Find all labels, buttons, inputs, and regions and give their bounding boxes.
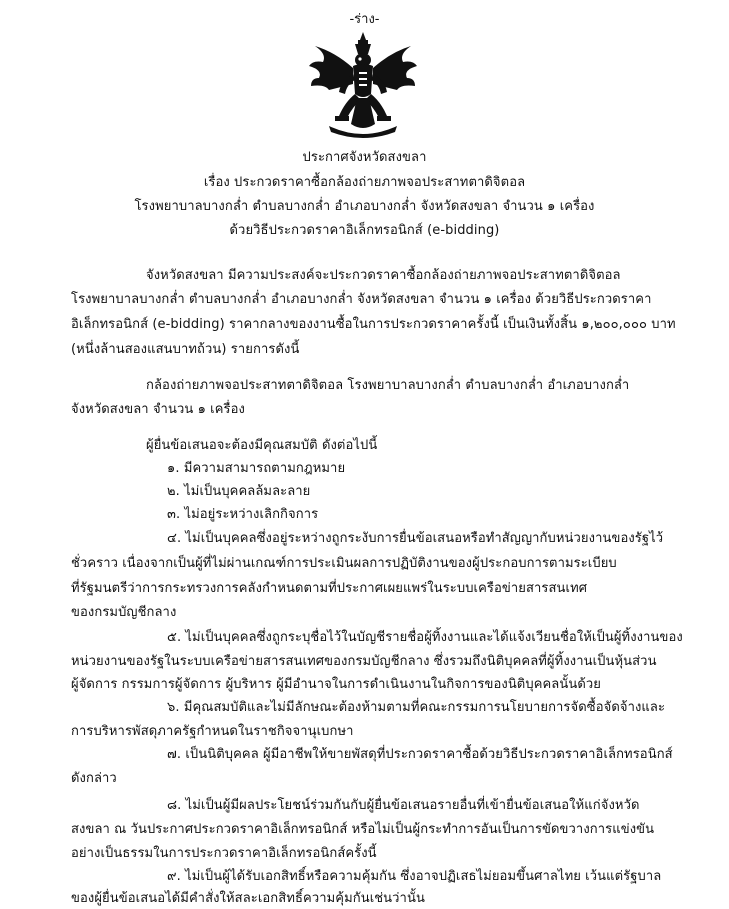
qualification-7: ๗. เป็นนิติบุคคล ผู้มีอาชีพให้ขายพัสดุที่ประกวดราคาซื้อด้วยวิธีประกวดราคาอิเล็กทรอนิกส์ — [167, 747, 673, 762]
garuda-emblem-icon — [309, 32, 417, 138]
qualification-8: ๘. ไม่เป็นผู้มีผลประโยชน์ร่วมกันกับผู้ยื่นข้อเสนอรายอื่นที่เข้ายื่นข้อเสนอให้แก่จังหวัด — [167, 798, 640, 813]
qualification-5: หน่วยงานของรัฐในระบบเครือข่ายสารสนเทศของกรมบัญชีกลาง ซึ่งรวมถึงนิติบุคคลที่ผู้ทิ้งงานเป็นหุ้นส่วน — [71, 654, 657, 669]
qualification-5: ผู้จัดการ กรรมการผู้จัดการ ผู้บริหาร ผู้มีอำนาจในการดำเนินงานในกิจการของนิติบุคคลนั้นด้วย — [71, 677, 601, 692]
intro-line: อิเล็กทรอนิกส์ (e-bidding) ราคากลางของงานซื้อในการประกวดราคาครั้งนี้ เป็นเงินทั้งสิ้น ๑,๒๐๐,๐๐๐ บาท — [71, 317, 676, 332]
qualification-6: การบริหารพัสดุภาครัฐกำหนดในราชกิจจานุเบกษา — [71, 724, 354, 739]
draft-mark: -ร่าง- — [349, 12, 380, 27]
qualification-3: ๓. ไม่อยู่ระหว่างเลิกกิจการ — [167, 507, 319, 522]
qualification-8: อย่างเป็นธรรมในการประกวดราคาอิเล็กทรอนิกส์ครั้งนี้ — [71, 846, 377, 861]
header-method: ด้วยวิธีประกวดราคาอิเล็กทรอนิกส์ (e-bidding) — [229, 223, 500, 238]
qualification-8: สงขลา ณ วันประกาศประกวดราคาอิเล็กทรอนิกส์ หรือไม่เป็นผู้กระทำการอันเป็นการขัดขวางการแข่งขัน — [71, 822, 655, 837]
qualification-6: ๖. มีคุณสมบัติและไม่มีลักษณะต้องห้ามตามที่คณะกรรมการนโยบายการจัดซื้อจัดจ้างและ — [167, 700, 666, 715]
intro-line: (หนึ่งล้านสองแสนบาทถ้วน) รายการดังนี้ — [71, 342, 300, 357]
qualification-4: ชั่วคราว เนื่องจากเป็นผู้ที่ไม่ผ่านเกณฑ์การประเมินผลการปฏิบัติงานของผู้ประกอบการตามระเบียบ — [71, 556, 617, 571]
qualification-7: ดังกล่าว — [71, 771, 117, 786]
header-location: โรงพยาบาลบางกล่ำ ตำบลบางกล่ำ อำเภอบางกล่ำ จังหวัดสงขลา จำนวน ๑ เครื่อง — [134, 199, 595, 214]
intro-line: จังหวัดสงขลา มีความประสงค์จะประกวดราคาซื้อกล้องถ่ายภาพจอประสาทตาดิจิตอล — [146, 268, 621, 283]
item-line: จังหวัดสงขลา จำนวน ๑ เครื่อง — [71, 402, 245, 417]
header-subject: เรื่อง ประกวดราคาซื้อกล้องถ่ายภาพจอประสาทตาดิจิตอล — [203, 175, 526, 190]
header-title: ประกาศจังหวัดสงขลา — [302, 150, 427, 165]
qualification-9: ของผู้ยื่นข้อเสนอได้มีคำสั่งให้สละเอกสิทธิ์ความคุ้มกันเช่นว่านั้น — [71, 891, 425, 906]
qualification-4: ที่รัฐมนตรีว่าการกระทรวงการคลังกำหนดตามที่ประกาศเผยแพร่ในระบบเครือข่ายสารสนเทศ — [71, 581, 588, 596]
qualification-4: ๔. ไม่เป็นบุคคลซึ่งอยู่ระหว่างถูกระงับการยื่นข้อเสนอหรือทำสัญญากับหน่วยงานของรัฐไว้ — [167, 531, 664, 546]
qualification-2: ๒. ไม่เป็นบุคคลล้มละลาย — [167, 484, 311, 499]
qualification-5: ๕. ไม่เป็นบุคคลซึ่งถูกระบุชื่อไว้ในบัญชีรายชื่อผู้ทิ้งงานและได้แจ้งเวียนชื่อให้เป็นผู้ทิ้งงานของ — [167, 630, 683, 645]
qualifications-heading: ผู้ยื่นข้อเสนอจะต้องมีคุณสมบัติ ดังต่อไปนี้ — [146, 438, 378, 453]
intro-line: โรงพยาบาลบางกล่ำ ตำบลบางกล่ำ อำเภอบางกล่ำ จังหวัดสงขลา จำนวน ๑ เครื่อง ด้วยวิธีประกวดราคา — [71, 292, 652, 307]
qualification-9: ๙. ไม่เป็นผู้ได้รับเอกสิทธิ์หรือความคุ้มกัน ซึ่งอาจปฏิเสธไม่ยอมขึ้นศาลไทย เว้นแต่รัฐบาล — [167, 869, 662, 884]
qualification-4: ของกรมบัญชีกลาง — [71, 605, 177, 620]
item-line: กล้องถ่ายภาพจอประสาทตาดิจิตอล โรงพยาบาลบางกล่ำ ตำบลบางกล่ำ อำเภอบางกล่ำ — [146, 378, 630, 393]
qualification-1: ๑. มีความสามารถตามกฎหมาย — [167, 461, 346, 476]
